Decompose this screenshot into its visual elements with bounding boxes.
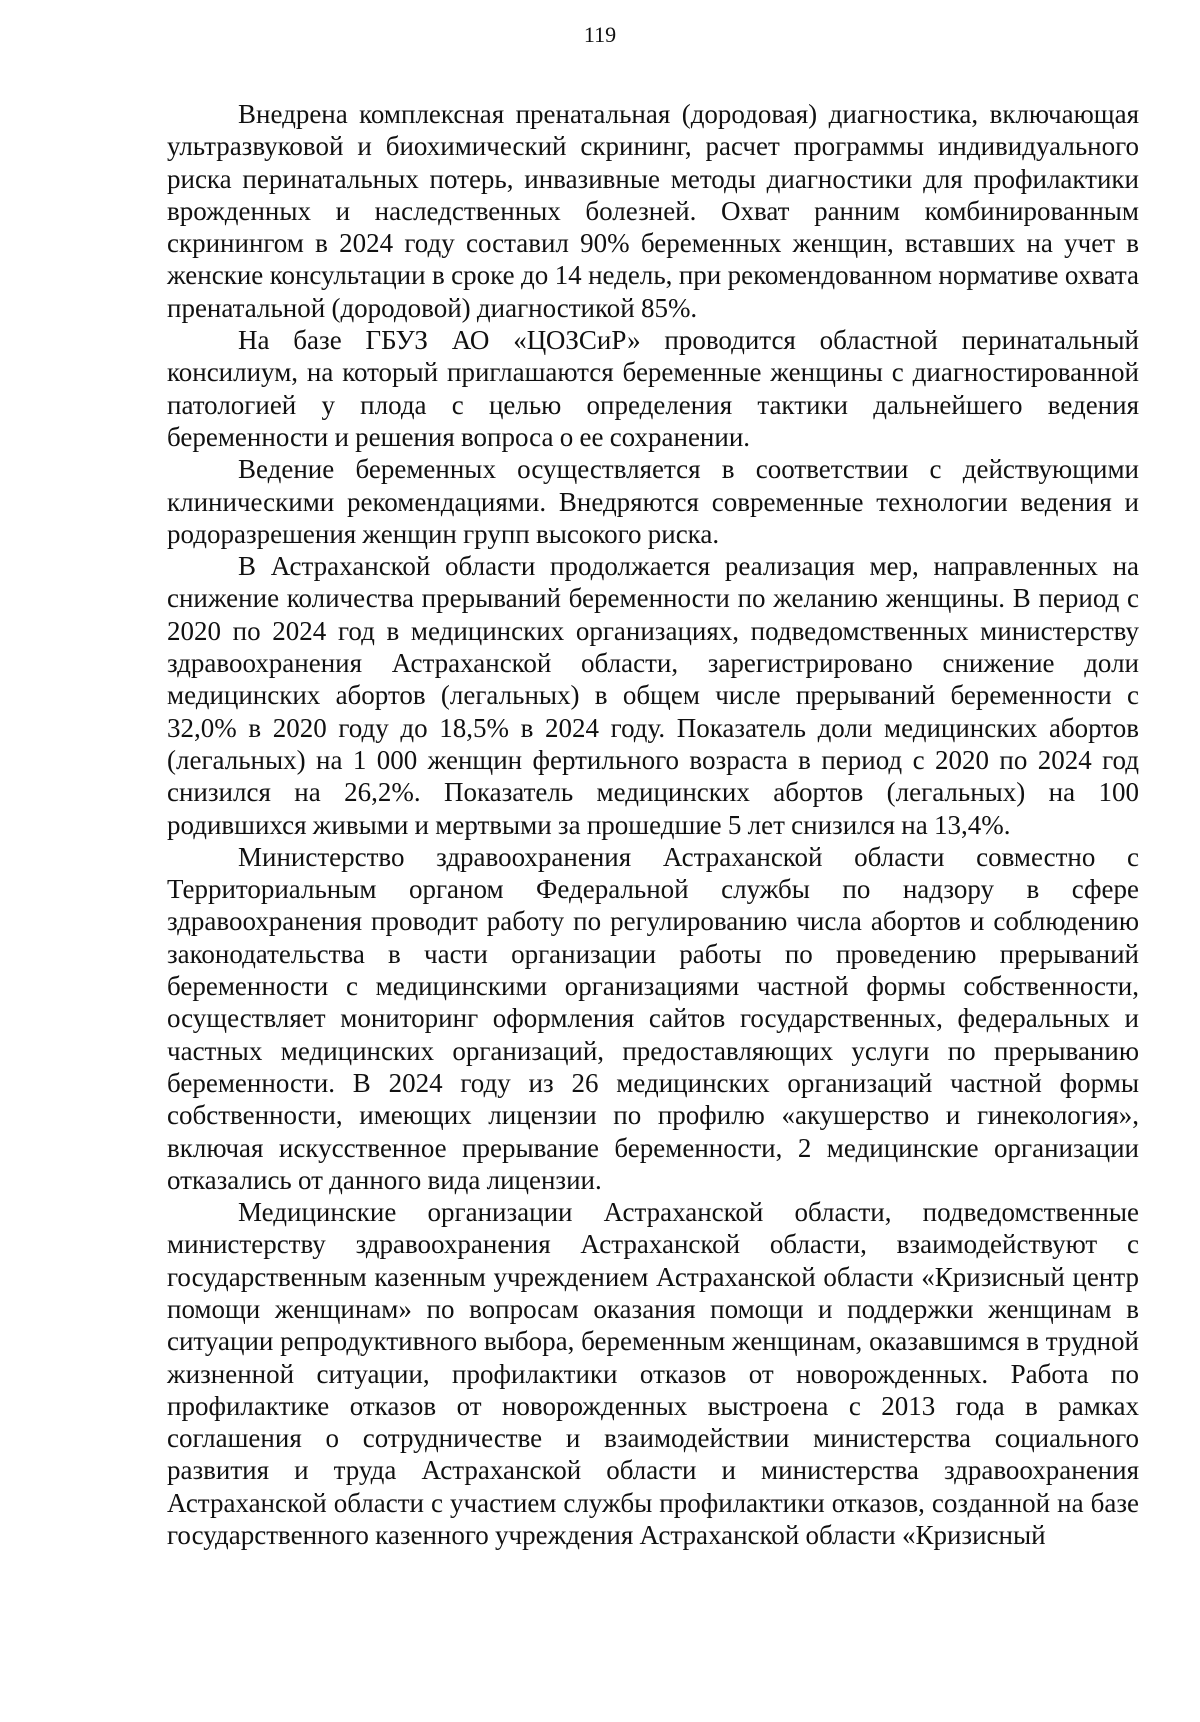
body-text: [167, 98, 1139, 1551]
paragraph-pregnancy-management: Ведение беременных осуществляется в соответствии с действующими клиническими рекомендациями. Внедряются современные технологии ведения и родоразрешения женщин групп высокого риска.: [167, 454, 1139, 549]
paragraph-ministry-monitoring: Министерство здравоохранения Астраханской области совместно с Территориальным органом Федеральной службы по надзору в сфере здравоохранения проводит работу по регулированию числа абортов и соблюдению законодательства в части организации работы по проведению прерываний беременности с медицинскими организациями частной формы собственности, осуществляет мониторинг оформления сайтов государственных, федеральных и частных медицинских организаций, предоставляющих услуги по прерыванию беременности. В 2024 году из 26 медицинских организаций частной формы собственности, имеющих лицензии по профилю «акушерство и гинекология», включая искусственное прерывание беременности, 2 медицинские организации отказались от данного вида лицензии.: [167, 841, 1139, 1195]
paragraph-crisis-center: Медицинские организации Астраханской области, подведомственные министерству здравоохранения Астраханской области, взаимодействуют с государственным казенным учреждением Астраханской области «Кризисный центр помощи женщинам» по вопросам оказания помощи и поддержки женщинам в ситуации репродуктивного выбора, беременным женщинам, оказавшимся в трудной жизненной ситуации, профилактики отказов от новорожденных. Работа по профилактике отказов от новорожденных выстроена с 2013 года в рамках соглашения о сотрудничестве и взаимодействии министерства социального развития и труда Астраханской области и министерства здравоохранения Астраханской области с участием службы профилактики отказов, созданной на базе государственного казенного учреждения Астраханской области «Кризисный: [167, 1197, 1139, 1551]
page-number: 119: [583, 22, 617, 47]
paragraph-prenatal-diagnostics: Внедрена комплексная пренатальная (дородовая) диагностика, включающая ультразвуковой и биохимический скрининг, расчет программы индивидуального риска перинатальных потерь, инвазивные методы диагностики для профилактики врожденных и наследственных болезней. Охват ранним комбинированным скринингом в 2024 году составил 90% беременных женщин, вставших на учет в женские консультации в сроке до 14 недель, при рекомендованном нормативе охвата пренатальной (дородовой) диагностикой 85%.: [167, 99, 1139, 323]
paragraph-perinatal-council: На базе ГБУЗ АО «ЦОЗСиР» проводится областной перинатальный консилиум, на который приглашаются беременные женщины с диагностированной патологией у плода с целью определения тактики дальнейшего ведения беременности и решения вопроса о ее сохранении.: [167, 325, 1139, 452]
paragraph-abortion-reduction: В Астраханской области продолжается реализация мер, направленных на снижение количества прерываний беременности по желанию женщины. В период с 2020 по 2024 год в медицинских организациях, подведомственных министерству здравоохранения Астраханской области, зарегистрировано снижение доли медицинских абортов (легальных) в общем числе прерываний беременности с 32,0% в 2020 году до 18,5% в 2024 году. Показатель доли медицинских абортов (легальных) на 1 000 женщин фертильного возраста в период с 2020 по 2024 год снизился на 26,2%. Показатель медицинских абортов (легальных) на 100 родившихся живыми и мертвыми за прошедшие 5 лет снизился на 13,4%.: [167, 551, 1139, 840]
